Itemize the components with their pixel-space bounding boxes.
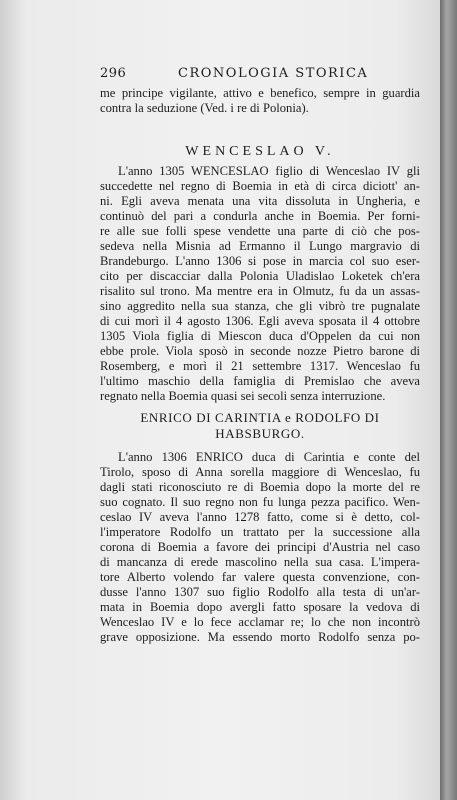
- text-line: l'imperatore Rodolfo un trattato per la successione alla: [100, 525, 420, 539]
- text-line: Tirolo, sposo di Anna sorella maggiore di Wenceslao, fu: [100, 465, 420, 479]
- text-line: contra la seduzione (Ved. i re di Polonia).: [100, 101, 309, 115]
- text-line: L'anno 1305 WENCESLAO figlio di Wenceslao IV gli: [118, 164, 420, 178]
- text-line: risalito sul trono. Ma mentre era in Olmutz, fu da un assas-: [100, 284, 420, 298]
- running-header: [100, 66, 420, 84]
- text-line: regnato nella Boemia quasi sei secoli senza interruzione.: [100, 389, 386, 403]
- page-gutter: [440, 0, 457, 800]
- text-line: succedette nel regno di Boemia in età di circa diciott' an-: [100, 179, 420, 193]
- text-line: Wenceslao IV e lo fece acclamar re; lo che non incontrò: [100, 615, 420, 629]
- text-line: ni. Egli aveva menata una vita dissoluta in Ungheria, e: [100, 194, 420, 208]
- text-line: di cui morì il 4 agosto 1306. Egli aveva sposata il 4 ottobre: [100, 314, 420, 328]
- text-line: cito per discacciar dalla Polonia Uladislao Loketek ch'era: [100, 269, 420, 283]
- text-line: L'anno 1306 ENRICO duca di Carintia e conte del: [118, 450, 420, 464]
- text-line: mata in Boemia dopo avergli fatto sposare la vedova di: [100, 600, 420, 614]
- running-title: CRONOLOGIA STORICA: [178, 66, 369, 81]
- text-line: ceslao IV aveva l'anno 1278 fatto, come si è detto, col-: [100, 510, 420, 524]
- text-line: continuò del pari a condurla anche in Boemia. Per forni-: [100, 209, 420, 223]
- text-line: dagli stati riconosciuto re di Boemia dopo la morte del re: [100, 480, 420, 494]
- text-line: ebbe prole. Viola sposò in seconde nozze Pietro barone di: [100, 344, 420, 358]
- page-number: 296: [100, 66, 127, 81]
- text-line: l'ultimo maschio della famiglia di Premislao che aveva: [100, 374, 420, 388]
- text-line: tore Alberto volendo far valere questa convenzione, con-: [100, 570, 420, 584]
- text-line: corona di Boemia a favore dei principi d'Austria nel caso: [100, 540, 420, 554]
- text-line: dusse l'anno 1307 suo figlio Rodolfo alla testa di un'ar-: [100, 585, 420, 599]
- text-line: grave opposizione. Ma essendo morto Rodolfo senza po-: [100, 630, 420, 644]
- paragraph-wenceslao: [100, 164, 420, 404]
- text-line: di mancanza di erede mascolino nella sua casa. L'impera-: [100, 555, 420, 569]
- section-heading-wenceslao: WENCESLAO V.: [185, 144, 335, 159]
- intro-paragraph: [100, 86, 420, 116]
- text-line: Brandeburgo. L'anno 1306 si pose in marcia col suo eser-: [100, 254, 420, 268]
- text-line: me principe vigilante, attivo e benefico, sempre in guardia: [100, 86, 420, 100]
- text-line: sedeva nella Misnia ad Ermanno il Lungo margravio di: [100, 239, 420, 253]
- paragraph-enrico: [100, 450, 420, 645]
- text-line: 1305 Viola figlia di Miescon duca d'Oppelen da cui non: [100, 329, 420, 343]
- text-line: suo cognato. Il suo regno non fu lunga pezza pacifico. Wen-: [100, 495, 420, 509]
- text-line: sino aggredito nella sua stanza, che gli vibrò tre pugnalate: [100, 299, 420, 313]
- section-heading-enrico-rodolfo: ENRICO DI CARINTIA e RODOLFO DI HABSBURGO.: [140, 410, 380, 441]
- text-line: Rosemberg, e morì il 21 settembre 1317. Wenceslao fu: [100, 359, 420, 373]
- text-line: re alle sue folli spese vendette una parte di ciò che pos-: [100, 224, 420, 238]
